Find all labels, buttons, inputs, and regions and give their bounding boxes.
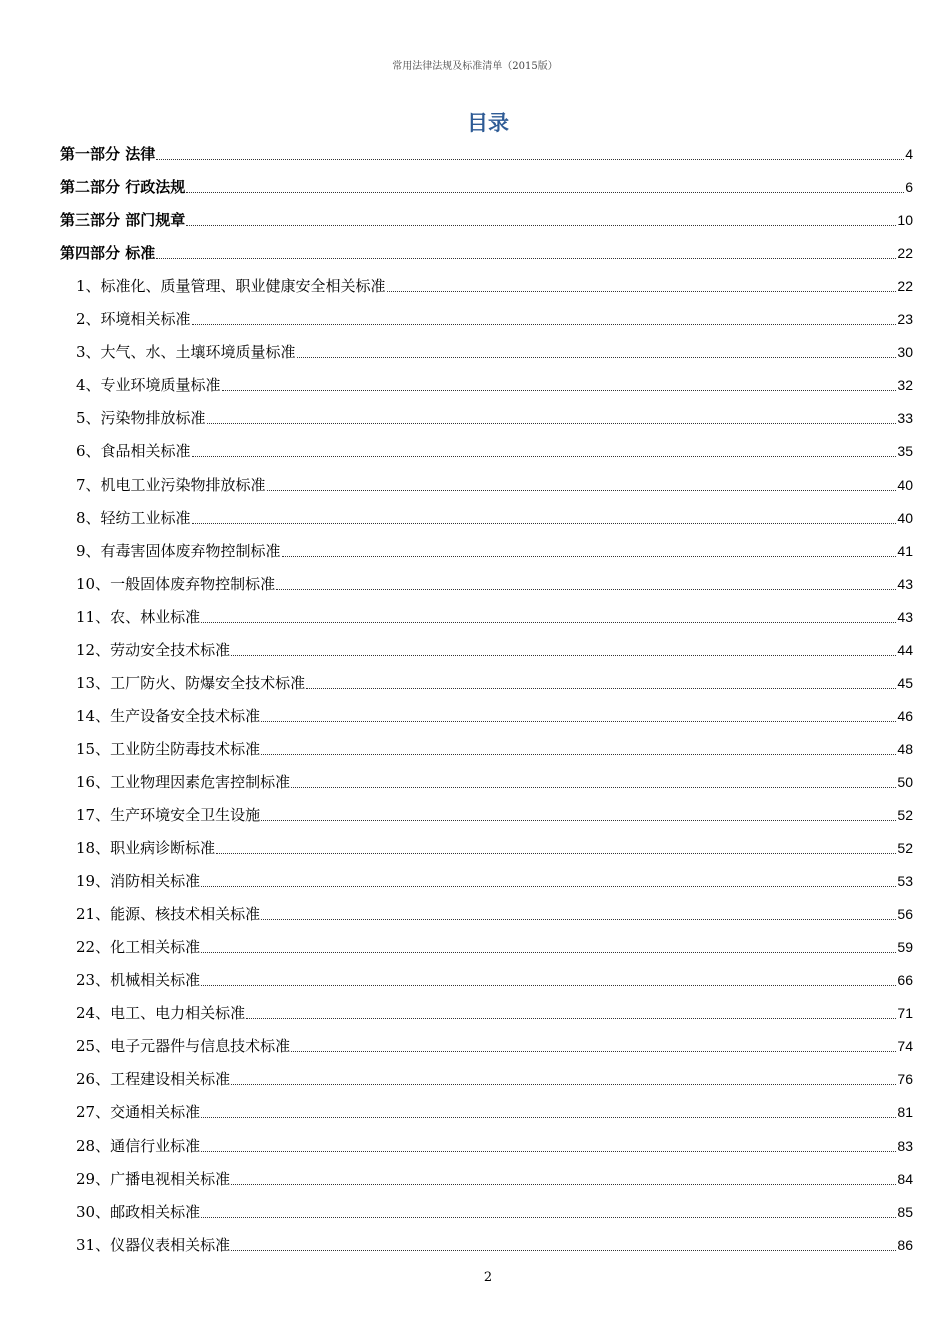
toc-entry[interactable] bbox=[76, 1028, 913, 1056]
toc-dot-leader bbox=[186, 224, 896, 226]
toc-entry-page: 30 bbox=[897, 344, 913, 361]
toc-entry[interactable] bbox=[60, 235, 913, 263]
toc-entry[interactable] bbox=[76, 367, 913, 395]
toc-entry-page: 71 bbox=[897, 1005, 913, 1022]
toc-entry-label: 16、工业物理因素危害控制标准 bbox=[76, 772, 291, 791]
toc-entry[interactable] bbox=[76, 797, 913, 825]
toc-entry-page: 44 bbox=[897, 641, 913, 658]
toc-entry-label: 3、大气、水、土壤环境质量标准 bbox=[76, 343, 296, 362]
toc-entry-label: 11、农、林业标准 bbox=[76, 607, 201, 626]
toc-entry[interactable] bbox=[60, 169, 913, 197]
toc-entry-label: 7、机电工业污染物排放标准 bbox=[76, 475, 266, 494]
toc-dot-leader bbox=[291, 1050, 896, 1052]
toc-entry-page: 56 bbox=[897, 906, 913, 923]
toc-entry-label: 15、工业防尘防毒技术标准 bbox=[76, 739, 261, 758]
toc-entry-page: 84 bbox=[897, 1170, 913, 1187]
toc-entry[interactable] bbox=[76, 500, 913, 528]
toc-entry[interactable] bbox=[60, 136, 913, 164]
toc-entry-label: 10、一般固体废弃物控制标准 bbox=[76, 574, 276, 593]
toc-dot-leader bbox=[222, 389, 897, 391]
toc-entry-label: 6、食品相关标准 bbox=[76, 442, 191, 461]
toc-title: 目录 bbox=[467, 111, 509, 135]
toc-entry-label: 30、邮政相关标准 bbox=[76, 1202, 201, 1221]
toc-entry-label: 19、消防相关标准 bbox=[76, 872, 201, 891]
toc-entry-label: 17、生产环境安全卫生设施 bbox=[76, 806, 261, 824]
toc-entry[interactable] bbox=[76, 1161, 913, 1189]
toc-entry-page: 46 bbox=[897, 707, 913, 724]
toc-entry[interactable] bbox=[76, 995, 913, 1023]
toc-entry-page: 22 bbox=[897, 245, 913, 262]
toc-entry-page: 52 bbox=[897, 840, 913, 857]
toc-dot-leader bbox=[201, 984, 896, 986]
toc-entry-page: 6 bbox=[905, 179, 913, 196]
toc-entry-page: 85 bbox=[897, 1203, 913, 1220]
toc-dot-leader bbox=[231, 1249, 896, 1251]
toc-entry-label: 9、有毒害固体废弃物控制标准 bbox=[76, 541, 281, 560]
toc-entry-page: 52 bbox=[897, 807, 913, 823]
toc-entry-page: 41 bbox=[897, 542, 913, 559]
toc-entry-page: 76 bbox=[897, 1071, 913, 1088]
toc-dot-leader bbox=[261, 720, 896, 722]
toc-entry-page: 32 bbox=[897, 377, 913, 394]
toc-entry[interactable] bbox=[76, 896, 913, 924]
toc-entry-label: 31、仪器仪表相关标准 bbox=[76, 1235, 231, 1254]
toc-dot-leader bbox=[201, 1116, 896, 1118]
toc-entry[interactable] bbox=[60, 202, 913, 230]
toc-entry[interactable] bbox=[76, 863, 913, 891]
toc-dot-leader bbox=[387, 290, 897, 292]
toc-entry-page: 35 bbox=[897, 443, 913, 460]
toc-dot-leader bbox=[231, 1083, 896, 1085]
toc-entry-label: 13、工厂防火、防爆安全技术标准 bbox=[76, 673, 306, 692]
toc-dot-leader bbox=[231, 1183, 896, 1185]
toc-entry[interactable] bbox=[76, 566, 913, 594]
toc-entry-page: 59 bbox=[897, 939, 913, 956]
toc-entry[interactable] bbox=[76, 599, 913, 627]
toc-entry-label: 第一部分 法律 bbox=[60, 145, 156, 163]
toc-entry-label: 8、轻纺工业标准 bbox=[76, 508, 191, 527]
toc-entry[interactable] bbox=[76, 1061, 913, 1089]
toc-entry-label: 4、专业环境质量标准 bbox=[76, 376, 221, 395]
toc-dot-leader bbox=[297, 356, 897, 358]
toc-entry-label: 28、通信行业标准 bbox=[76, 1136, 201, 1155]
toc-entry-label: 26、工程建设相关标准 bbox=[76, 1070, 231, 1089]
toc-dot-leader bbox=[186, 191, 904, 193]
toc-dot-leader bbox=[216, 852, 896, 854]
toc-dot-leader bbox=[192, 323, 897, 325]
toc-entry[interactable] bbox=[76, 665, 913, 693]
toc-entry[interactable] bbox=[76, 1227, 913, 1255]
toc-entry[interactable] bbox=[76, 301, 913, 329]
toc-entry-page: 10 bbox=[897, 212, 913, 229]
toc-dot-leader bbox=[306, 687, 896, 689]
toc-entry-label: 22、化工相关标准 bbox=[76, 938, 201, 957]
toc-dot-leader bbox=[201, 1150, 896, 1152]
toc-entry[interactable] bbox=[76, 632, 913, 660]
toc-entry-page: 53 bbox=[897, 873, 913, 890]
toc-entry-page: 23 bbox=[897, 311, 913, 328]
toc-dot-leader bbox=[267, 489, 897, 491]
toc-entry-page: 66 bbox=[897, 972, 913, 989]
toc-entry-page: 48 bbox=[897, 740, 913, 757]
toc-entry-label: 24、电工、电力相关标准 bbox=[76, 1004, 246, 1023]
toc-dot-leader bbox=[246, 1017, 896, 1019]
toc-entry-label: 第三部分 部门规章 bbox=[60, 211, 186, 230]
toc-entry[interactable] bbox=[76, 1094, 913, 1122]
toc-entry[interactable] bbox=[76, 334, 913, 362]
toc-dot-leader bbox=[201, 951, 896, 953]
toc-dot-leader bbox=[156, 257, 896, 259]
toc-entry[interactable] bbox=[76, 731, 913, 759]
toc-entry-label: 2、环境相关标准 bbox=[76, 310, 191, 329]
toc-entry-page: 74 bbox=[897, 1038, 913, 1055]
toc-entry-label: 第二部分 行政法规 bbox=[60, 178, 186, 197]
toc-entry-page: 22 bbox=[897, 278, 913, 295]
toc-dot-leader bbox=[207, 422, 897, 424]
toc-entry[interactable] bbox=[76, 962, 913, 990]
toc-dot-leader bbox=[261, 819, 896, 821]
toc-entry-page: 4 bbox=[905, 146, 913, 162]
toc-dot-leader bbox=[192, 455, 897, 457]
toc-entry[interactable] bbox=[76, 467, 913, 495]
toc-dot-leader bbox=[276, 588, 896, 590]
toc-dot-leader bbox=[201, 1216, 896, 1218]
toc-entry[interactable] bbox=[76, 400, 913, 428]
toc-entry-page: 33 bbox=[897, 410, 913, 427]
toc-entry-label: 第四部分 标准 bbox=[60, 244, 156, 263]
toc-dot-leader bbox=[261, 753, 896, 755]
toc-entry-label: 1、标准化、质量管理、职业健康安全相关标准 bbox=[76, 277, 386, 296]
toc-entry-page: 40 bbox=[897, 509, 913, 526]
toc-entry-label: 23、机械相关标准 bbox=[76, 971, 201, 990]
toc-entry-page: 83 bbox=[897, 1137, 913, 1154]
toc-entry[interactable] bbox=[76, 698, 913, 726]
toc-entry[interactable] bbox=[76, 1194, 913, 1222]
toc-entry[interactable] bbox=[76, 764, 913, 792]
toc-entry-page: 50 bbox=[897, 773, 913, 790]
toc-dot-leader bbox=[261, 918, 896, 920]
toc-entry-label: 12、劳动安全技术标准 bbox=[76, 640, 231, 659]
toc-entry-label: 29、广播电视相关标准 bbox=[76, 1169, 231, 1188]
toc-dot-leader bbox=[282, 555, 897, 557]
toc-entry[interactable] bbox=[76, 830, 913, 858]
toc-dot-leader bbox=[201, 885, 896, 887]
toc-dot-leader bbox=[201, 621, 896, 623]
page-number: 2 bbox=[483, 1270, 493, 1285]
toc-entry[interactable] bbox=[76, 1128, 913, 1156]
toc-dot-leader bbox=[231, 654, 896, 656]
toc-entry[interactable] bbox=[76, 533, 913, 561]
toc-entry-label: 18、职业病诊断标准 bbox=[76, 839, 216, 858]
toc-entry-label: 5、污染物排放标准 bbox=[76, 409, 206, 428]
toc-entry[interactable] bbox=[76, 929, 913, 957]
toc-entry-label: 14、生产设备安全技术标准 bbox=[76, 706, 261, 725]
page-header: 常用法律法规及标准清单（2015版） bbox=[392, 61, 558, 72]
toc-entry-page: 86 bbox=[897, 1236, 913, 1253]
toc-entry-label: 27、交通相关标准 bbox=[76, 1103, 201, 1122]
toc-entry-page: 43 bbox=[897, 608, 913, 625]
toc-entry-label: 25、电子元器件与信息技术标准 bbox=[76, 1037, 291, 1056]
toc-entry[interactable] bbox=[76, 268, 913, 296]
toc-entry-label: 21、能源、核技术相关标准 bbox=[76, 905, 261, 924]
toc-entry-page: 43 bbox=[897, 575, 913, 592]
toc-dot-leader bbox=[156, 158, 904, 160]
toc-entry-page: 45 bbox=[897, 674, 913, 691]
toc-entry-page: 81 bbox=[897, 1104, 913, 1121]
toc-entry-page: 40 bbox=[897, 476, 913, 493]
toc-dot-leader bbox=[291, 786, 896, 788]
toc-dot-leader bbox=[192, 522, 897, 524]
toc-entry[interactable] bbox=[76, 433, 913, 461]
